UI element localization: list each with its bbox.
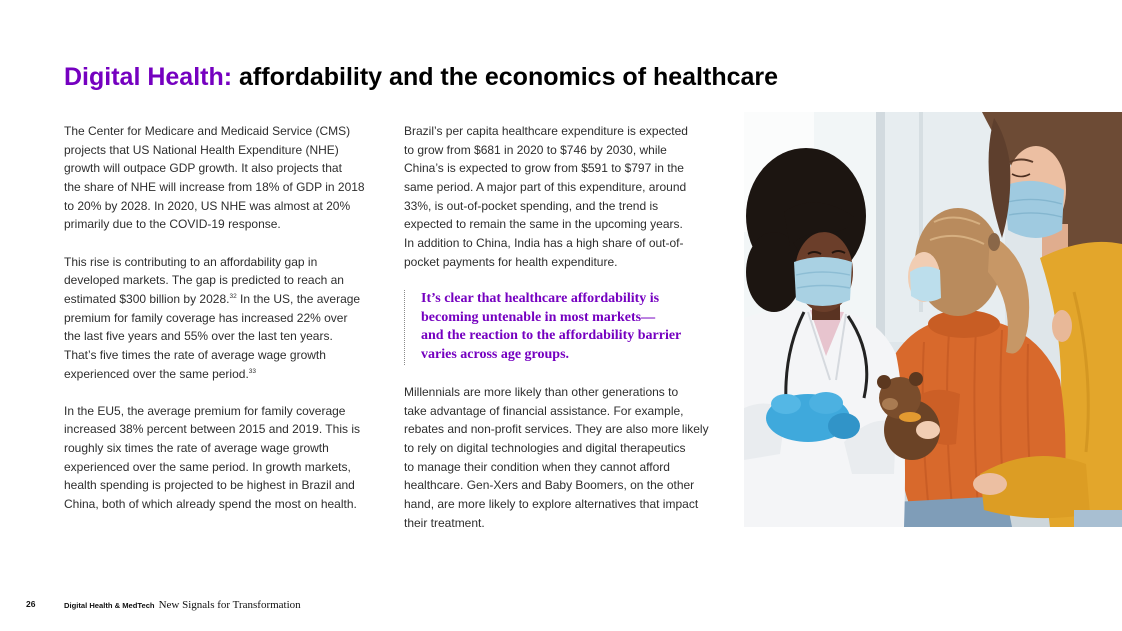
mother-hand-on-shoulder <box>1052 310 1072 342</box>
child-hair-tie <box>988 233 1000 251</box>
mother-jeans <box>1074 510 1122 527</box>
child-hand <box>916 421 940 439</box>
text-line: take advantage of financial assistance. For example, <box>404 403 684 418</box>
pull-quote <box>404 290 734 365</box>
mother-face-mask <box>1004 181 1064 238</box>
text-line: 33%, is out-of-pocket spending, and the trend is <box>404 198 659 213</box>
text-line: to rely on digital technologies and digital therapeutics <box>404 441 686 456</box>
text-line: That’s five times the rate of average wage growth <box>64 347 326 362</box>
quote-line: It’s clear that healthcare affordability is <box>421 290 660 306</box>
glove-cuff <box>828 413 860 439</box>
footnote-ref: 33 <box>248 367 257 375</box>
footnote-ref: 32 <box>229 292 237 300</box>
text-line: This rise is contributing to an affordability gap in <box>64 254 318 269</box>
body-paragraph <box>64 122 384 234</box>
body-paragraph <box>404 122 734 271</box>
glove-fingers-right <box>809 392 843 414</box>
text-line: growth will outpace GDP growth. It also projects that <box>64 161 342 176</box>
quote-line: and the reaction to the affordability barrier <box>421 328 682 344</box>
text-line: to manage their condition when they cannot afford <box>404 459 670 474</box>
text-segment: estimated $300 billion by 2028. <box>64 291 230 306</box>
text-line <box>64 290 384 309</box>
text-line: primarily due to the COVID-19 response. <box>64 217 281 232</box>
glove-fingers-left <box>771 394 801 414</box>
photo-illustration <box>744 112 1122 527</box>
text-line: the share of NHE will increase from 18% of GDP in 2018 <box>64 179 365 194</box>
quote-line: varies across age groups. <box>421 346 570 362</box>
text-segment: In the US, the average <box>236 291 361 306</box>
text-line: expected to remain the same in the upcoming years. <box>404 217 683 232</box>
teddy-bear-ribbon <box>899 412 921 422</box>
text-line: Millennials are more likely than other generations to <box>404 385 679 400</box>
body-paragraph <box>64 253 384 384</box>
text-line: health spending is projected to be highest in Brazil and <box>64 478 355 493</box>
text-line: The Center for Medicare and Medicaid Service (CMS) <box>64 124 351 138</box>
body-paragraph <box>404 383 734 532</box>
doctor-hair-side <box>746 232 802 312</box>
child-face-mask <box>910 266 941 301</box>
text-line: pocket payments for health expenditure. <box>404 254 618 269</box>
page-number: 26 <box>26 599 36 609</box>
text-line: In the EU5, the average premium for family coverage <box>64 403 346 418</box>
footer-publication-title: Digital Health & MedTech <box>64 601 155 610</box>
text-segment: experienced over the same period. <box>64 366 249 381</box>
text-line: to grow from $681 in 2020 to $746 by 2030, while <box>404 142 667 157</box>
footer-series-title: New Signals for Transformation <box>158 599 301 611</box>
text-line: roughly six times the rate of average wage growth <box>64 441 329 456</box>
text-line: their treatment. <box>404 515 485 530</box>
left-text-column <box>64 122 384 532</box>
teddy-bear-snout <box>882 398 898 410</box>
mother-hand <box>973 473 1007 495</box>
text-line: healthcare. Gen-Xers and Baby Boomers, on the other <box>404 478 695 493</box>
text-line: experienced over the same period. In growth markets, <box>64 459 351 474</box>
doctor-face-mask <box>794 257 852 306</box>
text-line: hand, are more likely to explore alternatives that impact <box>404 497 699 512</box>
text-line: China, both of which already spend the most on health. <box>64 497 357 512</box>
text-line: same period. A major part of this expenditure, around <box>404 179 687 194</box>
body-paragraph <box>64 402 384 514</box>
text-line: the last five years and 55% over the last ten years. <box>64 329 333 344</box>
title-highlight: Digital Health: <box>64 63 233 91</box>
quote-line: becoming untenable in most markets— <box>421 309 656 325</box>
teddy-bear-ear-right <box>909 372 923 386</box>
text-line: developed markets. The gap is predicted to reach an <box>64 273 344 288</box>
page-title <box>64 62 778 92</box>
text-line <box>64 365 384 384</box>
text-line: increased 38% percent between 2015 and 2019. This is <box>64 422 360 437</box>
text-line: In addition to China, India has a high share of out-of- <box>404 235 684 250</box>
text-line: projects that US National Health Expenditure (NHE) <box>64 142 339 157</box>
hero-photo <box>744 112 1122 527</box>
title-rest: affordability and the economics of healthcare <box>232 63 779 91</box>
text-line: China’s is expected to grow from $591 to $797 in the <box>404 161 684 176</box>
text-line: rebates and non-profit services. They are also more likely <box>404 422 709 437</box>
text-line: premium for family coverage has increased 22% over <box>64 310 348 325</box>
teddy-bear-ear-left <box>877 375 891 389</box>
footer <box>64 598 301 612</box>
text-line: to 20% by 2028. In 2020, US NHE was almost at 20% <box>64 198 351 213</box>
middle-text-column <box>404 122 734 551</box>
text-line: Brazil’s per capita healthcare expenditure is expected <box>404 124 688 138</box>
